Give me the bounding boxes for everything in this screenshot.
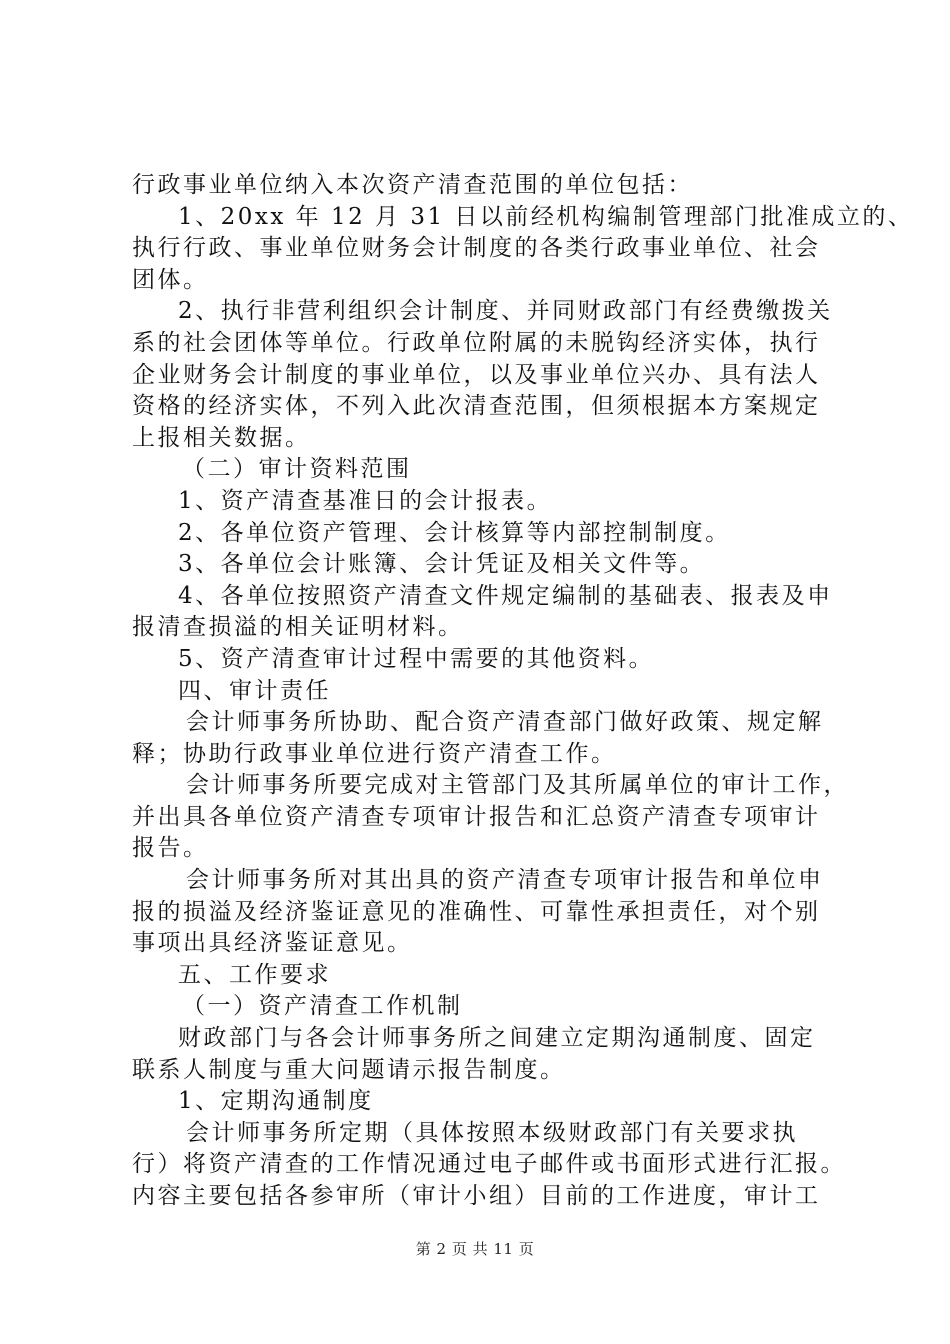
document-body: [132, 170, 914, 1213]
text-line: 事项出具经济鉴证意见。: [132, 930, 413, 957]
text-line: （一）资产清查工作机制: [182, 993, 463, 1020]
text-line: 1、20xx 年 12 月 31 日以前经机构编制管理部门批准成立的、: [178, 203, 914, 230]
text-line: 行）将资产清查的工作情况通过电子邮件或书面形式进行汇报。: [132, 1151, 846, 1178]
text-line: 报的损溢及经济鉴证意见的准确性、可靠性承担责任，对个别: [132, 898, 821, 925]
page-footer: 第 2 页 共 11 页: [415, 1240, 535, 1258]
text-line: 2、执行非营利组织会计制度、并同财政部门有经费缴拨关: [178, 298, 833, 325]
text-line: 报清查损溢的相关证明材料。: [132, 614, 464, 641]
text-line: 上报相关数据。: [132, 424, 311, 451]
text-line: 联系人制度与重大问题请示报告制度。: [132, 1056, 566, 1083]
text-line: 1、资产清查基准日的会计报表。: [178, 487, 553, 514]
text-line: 1、定期沟通制度: [178, 1088, 374, 1115]
text-line: 4、各单位按照资产清查文件规定编制的基础表、报表及申: [178, 582, 833, 609]
text-line: （二）审计资料范围: [182, 456, 412, 483]
text-line: 团体。: [132, 266, 209, 293]
text-line: 会计师事务所对其出具的资产清查专项审计报告和单位申: [186, 867, 824, 894]
text-line: 内容主要包括各参审所（审计小组）目前的工作进度，审计工: [132, 1183, 821, 1209]
text-line: 会计师事务所协助、配合资产清查部门做好政策、规定解: [186, 709, 824, 736]
text-line: 行政事业单位纳入本次资产清查范围的单位包括：: [132, 172, 693, 198]
text-line: 3、各单位会计账簿、会计凭证及相关文件等。: [178, 551, 706, 578]
text-line: 会计师事务所要完成对主管部门及其所属单位的审计工作，: [186, 772, 849, 799]
text-line: 企业财务会计制度的事业单位，以及事业单位兴办、具有法人: [132, 361, 821, 388]
text-line: 会计师事务所定期（具体按照本级财政部门有关要求执: [186, 1119, 798, 1146]
text-line: 5、资产清查审计过程中需要的其他资料。: [178, 645, 655, 672]
text-line: 报告。: [132, 835, 209, 862]
text-line: 财政部门与各会计师事务所之间建立定期沟通制度、固定: [178, 1025, 816, 1052]
text-line: 执行行政、事业单位财务会计制度的各类行政事业单位、社会: [132, 235, 821, 262]
text-line: 并出具各单位资产清查专项审计报告和汇总资产清查专项审计: [132, 803, 821, 830]
text-line: 释；协助行政事业单位进行资产清查工作。: [132, 740, 617, 767]
text-line: 四、审计责任: [178, 677, 331, 704]
text-line: 资格的经济实体，不列入此次清查范围，但须根据本方案规定: [132, 393, 821, 420]
text-line: 2、各单位资产管理、会计核算等内部控制制度。: [178, 519, 731, 546]
text-line: 系的社会团体等单位。行政单位附属的未脱钩经济实体，执行: [132, 329, 821, 356]
text-line: 五、工作要求: [178, 961, 331, 988]
